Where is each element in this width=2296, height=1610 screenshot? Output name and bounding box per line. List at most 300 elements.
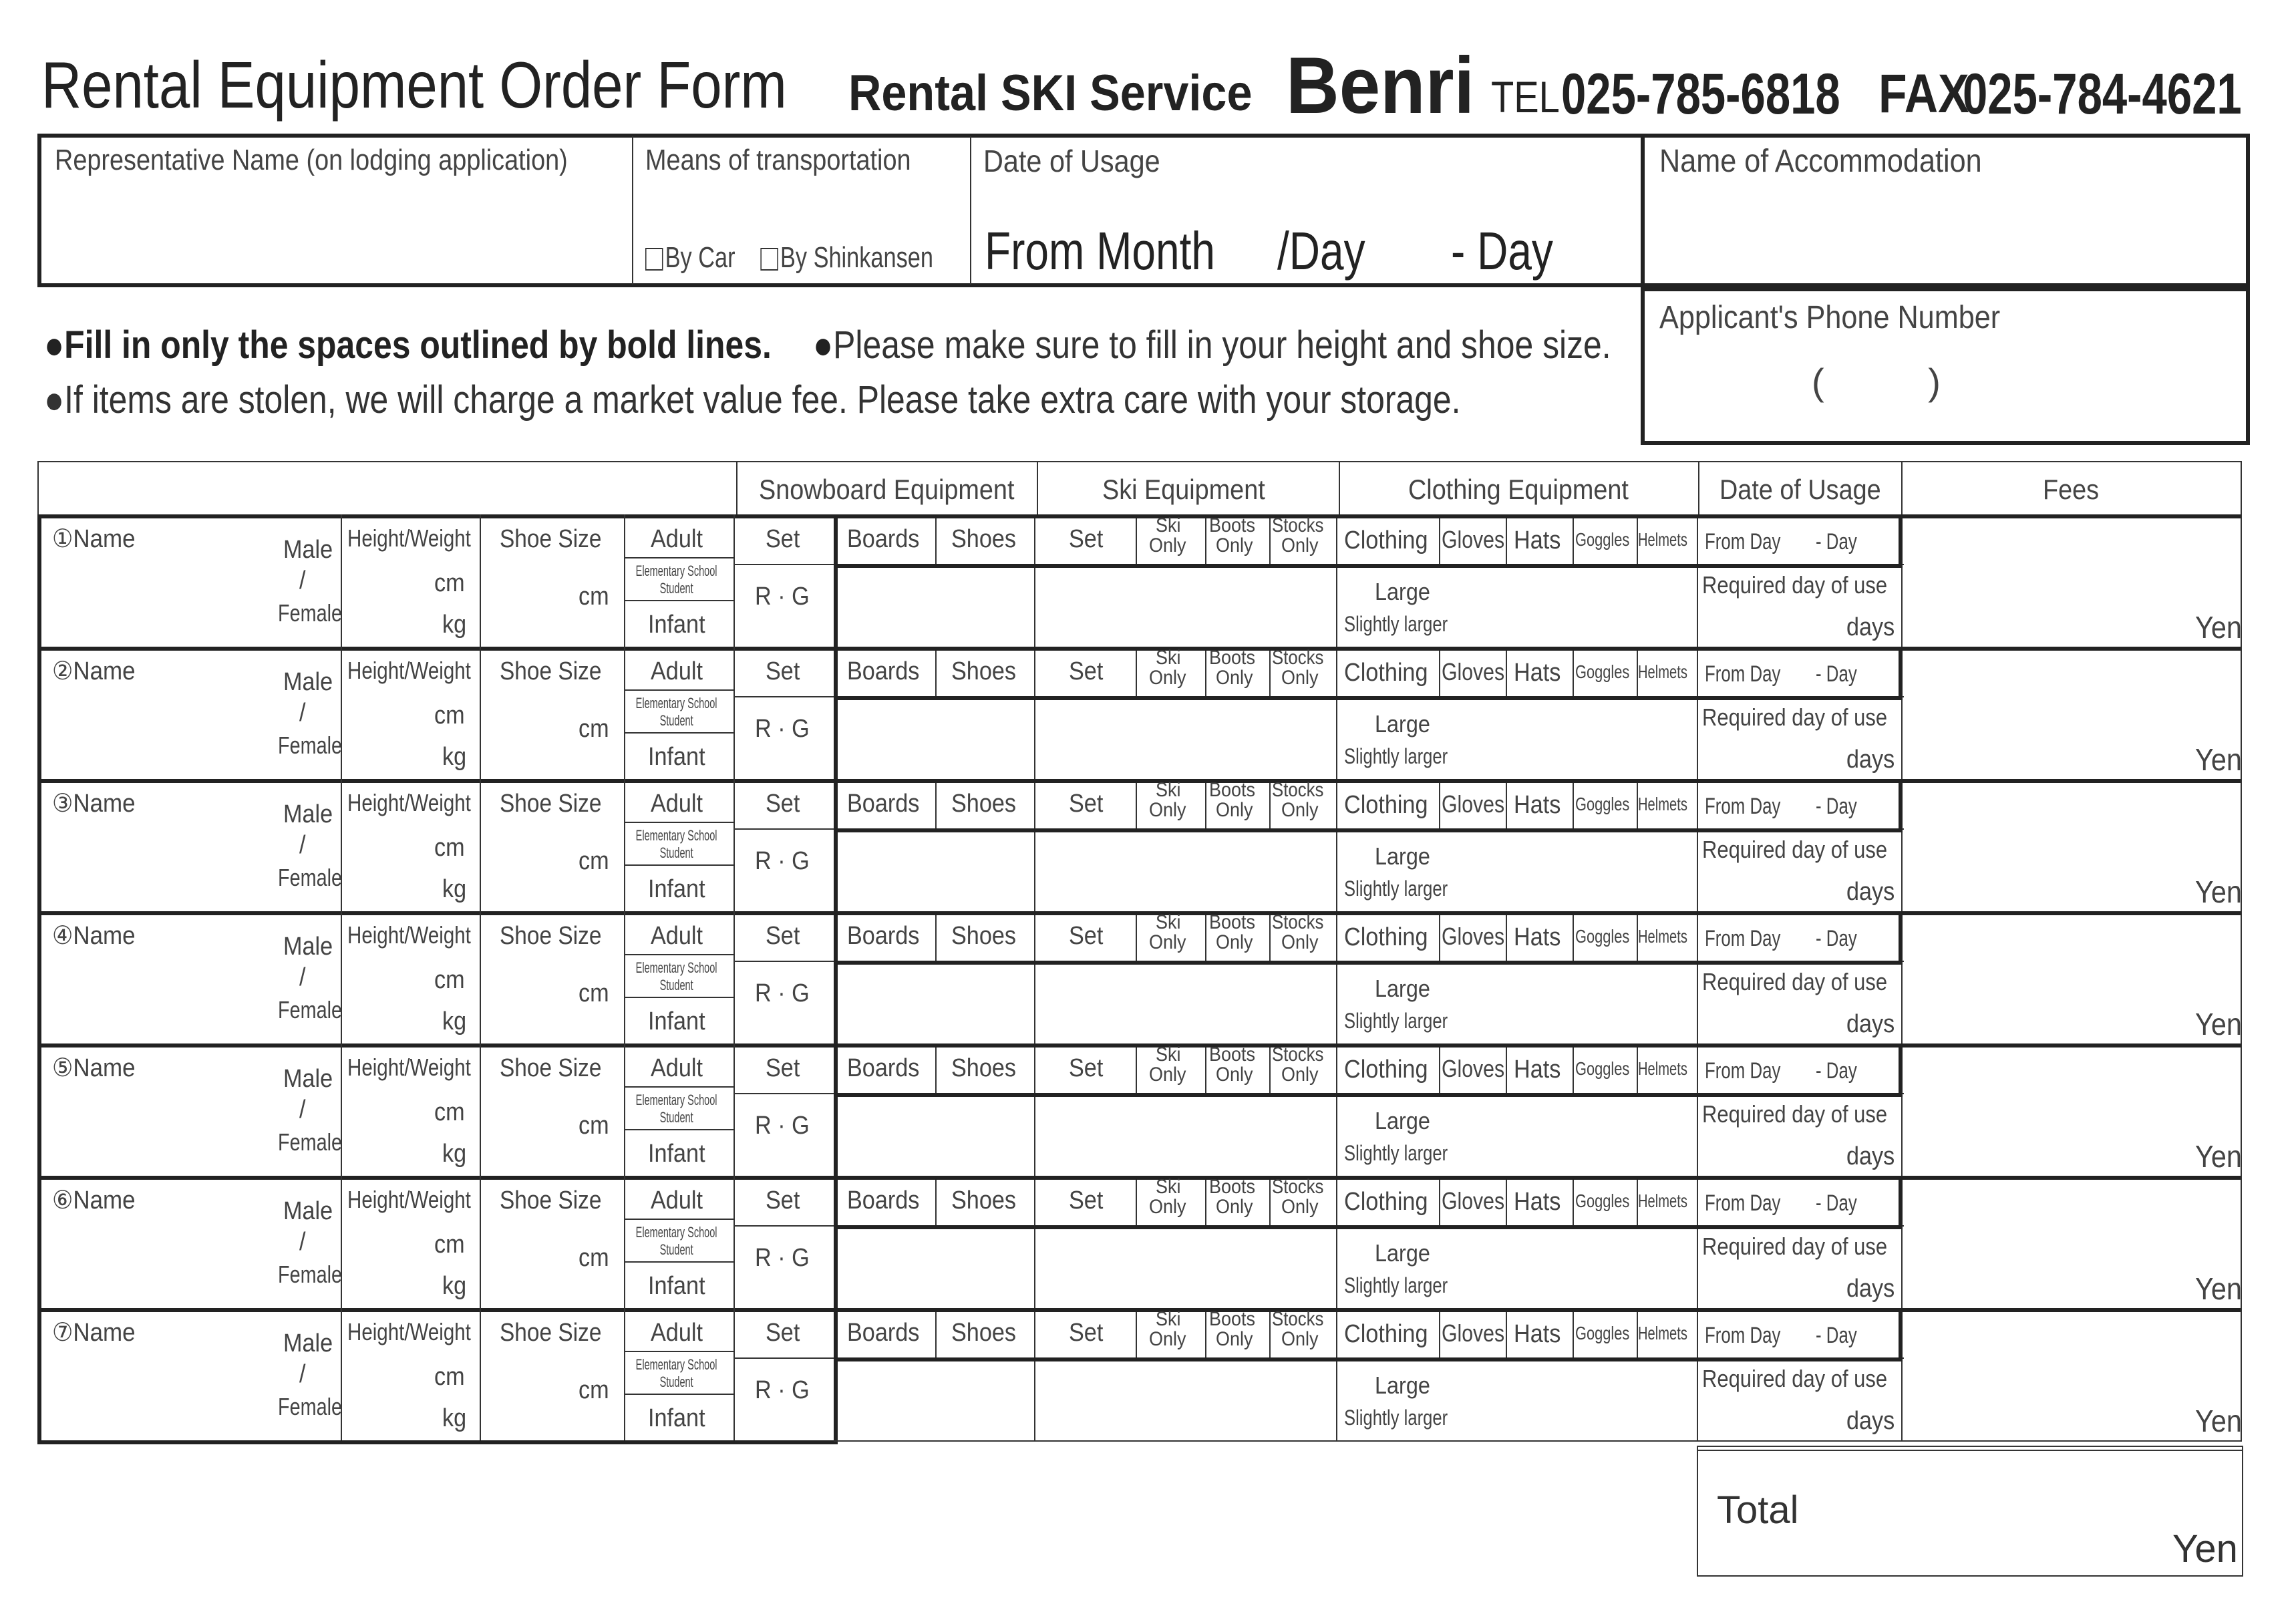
ski-only-label: Ski [1156,647,1181,669]
by-car-checkbox[interactable] [645,248,663,271]
stocks-only-label: Stocks [1272,779,1324,801]
weight-unit: kg [442,1140,467,1168]
stocks-only-label: Stocks [1272,514,1324,536]
fee-field[interactable] [1911,568,2191,641]
size-slightly-larger: Slightly larger [1344,1009,1448,1033]
shoe-size-unit: cm [579,1112,609,1140]
day-slash-label: /Day [1277,221,1365,281]
boots-only-label-2: Only [1216,667,1253,689]
regular-goofy: R · G [755,1112,810,1140]
snowboard-boards: Boards [847,657,920,685]
ski-only-label-2: Only [1149,1328,1186,1350]
required-days-label: Required day of use [1702,1365,1888,1392]
from-day-label: From Day [1705,1323,1781,1348]
weight-unit: kg [442,611,467,639]
name-field[interactable] [51,1084,278,1170]
male-option: Male [283,1197,333,1225]
snowboard-shoes: Shoes [951,1054,1016,1082]
name-label: ②Name [52,657,136,685]
accommodation-field[interactable] [1650,187,2238,281]
shoe-size-unit: cm [579,583,609,611]
bold-lines-note: Fill in only the spaces outlined by bold lines. [64,323,772,367]
infant-option: Infant [648,611,705,639]
by-car-label: By Car [665,241,735,274]
ski-set: Set [1069,1054,1104,1082]
elementary-option: Elementary School Student [635,695,717,729]
hats-option: Hats [1514,923,1561,951]
height-weight-field[interactable] [347,1352,428,1435]
female-option: Female [278,599,343,627]
hats-option: Hats [1514,659,1561,687]
ski-only-label: Ski [1156,1308,1181,1330]
total-amount-field[interactable] [1710,1456,2231,1570]
to-day-label: - Day [1816,1323,1857,1348]
ski-only-label: Ski [1156,514,1181,536]
gloves-option: Gloves [1442,1055,1505,1082]
helmets-option: Helmets [1638,794,1687,814]
name-field[interactable] [51,819,278,906]
gloves-option: Gloves [1442,1319,1505,1347]
transport-label: Means of transportation [645,144,911,176]
shoe-size-unit: cm [579,979,609,1007]
ski-set: Set [1069,1319,1104,1347]
boots-only-label: Boots [1209,1043,1256,1066]
female-option: Female [278,732,343,759]
snowboard-set: Set [766,657,800,685]
regular-goofy: R · G [755,1376,810,1404]
fax-number: 025-784-4621 [1963,62,2242,126]
male-option: Male [283,1065,333,1093]
to-day-label: - Day [1816,661,1857,687]
height-unit: cm [434,1363,465,1391]
boots-only-label: Boots [1209,779,1256,801]
shoe-size-unit: cm [579,1244,609,1272]
date-of-usage-label: Date of Usage [983,144,1160,178]
snowboard-boards: Boards [847,1054,920,1082]
ski-only-label-2: Only [1149,667,1186,689]
gloves-option: Gloves [1442,1187,1505,1215]
days-field[interactable] [1703,740,1837,774]
boots-only-label: Boots [1209,514,1256,536]
goggles-option: Goggles [1575,1323,1630,1343]
name-field[interactable] [51,951,278,1038]
size-large: Large [1375,578,1430,605]
adult-option: Adult [651,1186,703,1215]
phone-label: Applicant's Phone Number [1659,300,2001,335]
clothing-option: Clothing [1344,1188,1428,1216]
shoe-size-label: Shoe Size [500,657,602,685]
clothing-option: Clothing [1344,1056,1428,1084]
stocks-only-label: Stocks [1272,911,1324,933]
female-option: Female [278,1128,343,1156]
boots-only-label-2: Only [1216,1328,1253,1350]
gloves-option: Gloves [1442,790,1505,818]
total-label: Total [1717,1488,1799,1532]
days-field[interactable] [1703,872,1837,906]
gender-slash: / [299,1228,306,1256]
bullet-3: ● [44,378,65,422]
bullet-2: ● [812,323,834,367]
clothing-equipment-header: Clothing Equipment [1408,474,1629,505]
from-day-label: From Day [1705,1058,1781,1084]
weight-unit: kg [442,743,467,771]
helmets-option: Helmets [1638,1190,1687,1211]
snowboard-shoes: Shoes [951,790,1016,818]
required-days-label: Required day of use [1702,1233,1888,1260]
size-large: Large [1375,1107,1430,1134]
days-field[interactable] [1703,1005,1837,1038]
elementary-option: Elementary School Student [635,1356,717,1390]
stolen-items-note: If items are stolen, we will charge a market value fee. Please take extra care with your storage. [64,378,1461,422]
snowboard-shoes: Shoes [951,1186,1016,1215]
gender-slash: / [299,567,306,595]
from-day-label: From Day [1705,1190,1781,1216]
regular-goofy: R · G [755,847,810,875]
ski-only-label: Ski [1156,779,1181,801]
gloves-option: Gloves [1442,526,1505,553]
male-option: Male [283,933,333,961]
female-option: Female [278,864,343,891]
fee-yen: Yen [2195,1139,2242,1174]
snowboard-set: Set [766,1186,800,1215]
adult-option: Adult [651,922,703,950]
size-slightly-larger: Slightly larger [1344,744,1448,768]
hats-option: Hats [1514,1188,1561,1216]
gloves-option: Gloves [1442,658,1505,685]
adult-option: Adult [651,525,703,553]
height-weight-label: Height/Weight [347,1186,471,1213]
size-large: Large [1375,1239,1430,1267]
to-day-label: - Day [1816,1058,1857,1084]
fee-yen: Yen [2195,610,2242,645]
days-unit: days [1846,746,1895,774]
gender-slash: / [299,1360,306,1388]
height-unit: cm [434,966,465,994]
name-label: ⑤Name [52,1054,136,1082]
stocks-only-label: Stocks [1272,1043,1324,1066]
size-slightly-larger: Slightly larger [1344,1141,1448,1165]
snowboard-equipment-header: Snowboard Equipment [759,474,1015,505]
snowboard-shoes: Shoes [951,657,1016,685]
snowboard-set: Set [766,525,800,553]
helmets-option: Helmets [1638,1323,1687,1343]
size-large: Large [1375,1372,1430,1399]
company-prefix: Rental SKI Service [848,65,1253,122]
male-option: Male [283,536,333,564]
days-field[interactable] [1703,1269,1837,1303]
stocks-only-label-2: Only [1281,799,1319,821]
days-field[interactable] [1703,1402,1837,1435]
infant-option: Infant [648,743,705,771]
stocks-only-label-2: Only [1281,1328,1319,1350]
fee-field[interactable] [1911,1361,2191,1435]
days-unit: days [1846,1142,1895,1170]
gender-slash: / [299,831,306,859]
ski-only-label: Ski [1156,1176,1181,1198]
female-option: Female [278,1393,343,1420]
snowboard-shoes: Shoes [951,1319,1016,1347]
days-unit: days [1846,1407,1895,1435]
hats-option: Hats [1514,1056,1561,1084]
boots-only-label-2: Only [1216,534,1253,556]
helmets-option: Helmets [1638,1058,1687,1079]
days-unit: days [1846,1010,1895,1038]
height-unit: cm [434,701,465,730]
boots-only-label-2: Only [1216,931,1253,953]
form-title: Rental Equipment Order Form [41,48,787,122]
ski-only-label: Ski [1156,1043,1181,1066]
adult-option: Adult [651,790,703,818]
height-weight-label: Height/Weight [347,789,471,816]
boots-only-label: Boots [1209,1176,1256,1198]
infant-option: Infant [648,1272,705,1300]
goggles-option: Goggles [1575,529,1630,550]
regular-goofy: R · G [755,583,810,611]
snowboard-set: Set [766,1319,800,1347]
height-weight-field[interactable] [347,955,428,1038]
boots-only-label: Boots [1209,1308,1256,1330]
representative-name-label: Representative Name (on lodging application) [55,144,568,176]
ski-set: Set [1069,790,1104,818]
name-label: ①Name [52,525,136,553]
elementary-option: Elementary School Student [635,827,717,861]
to-day-label: - Day [1816,926,1857,951]
stocks-only-label-2: Only [1281,534,1319,556]
height-weight-field[interactable] [347,1088,428,1170]
male-option: Male [283,1329,333,1357]
shoe-size-unit: cm [579,715,609,743]
fee-field[interactable] [1911,965,2191,1038]
clothing-option: Clothing [1344,923,1428,951]
from-day-label: From Day [1705,661,1781,687]
height-shoe-note: Please make sure to fill in your height and shoe size. [833,323,1611,367]
shoe-size-field[interactable] [494,691,575,774]
ski-only-label: Ski [1156,911,1181,933]
shoe-size-label: Shoe Size [500,1054,602,1082]
fee-yen: Yen [2195,1271,2242,1306]
gender-slash: / [299,1096,306,1124]
adult-option: Adult [651,657,703,685]
phone-field[interactable] [1650,347,2238,434]
goggles-option: Goggles [1575,794,1630,814]
from-day-label: From Day [1705,926,1781,951]
goggles-option: Goggles [1575,661,1630,682]
size-slightly-larger: Slightly larger [1344,876,1448,901]
date-of-usage-field[interactable] [982,214,1623,281]
tel-label: TEL [1491,72,1560,122]
required-days-label: Required day of use [1702,968,1888,995]
shoe-size-label: Shoe Size [500,525,602,553]
height-unit: cm [434,569,465,597]
infant-option: Infant [648,875,705,903]
from-day-label: From Day [1705,794,1781,819]
elementary-option: Elementary School Student [635,1092,717,1126]
hats-option: Hats [1514,791,1561,819]
female-option: Female [278,1261,343,1288]
total-yen: Yen [2172,1527,2238,1571]
goggles-option: Goggles [1575,926,1630,947]
shoe-size-field[interactable] [494,1220,575,1303]
height-weight-label: Height/Weight [347,1318,471,1345]
infant-option: Infant [648,1404,705,1432]
goggles-option: Goggles [1575,1190,1630,1211]
snowboard-boards: Boards [847,1319,920,1347]
tel-number: 025-785-6818 [1561,62,1840,126]
phone-parens: ( ) [1812,361,1941,403]
infant-option: Infant [648,1140,705,1168]
adult-option: Adult [651,1054,703,1082]
boots-only-label-2: Only [1216,799,1253,821]
elementary-option: Elementary School Student [635,1224,717,1258]
elementary-option: Elementary School Student [635,562,717,597]
to-day-label: - Day [1816,794,1857,819]
clothing-option: Clothing [1344,791,1428,819]
ski-only-label-2: Only [1149,534,1186,556]
name-label: ④Name [52,922,136,950]
goggles-option: Goggles [1575,1058,1630,1079]
stocks-only-label-2: Only [1281,1196,1319,1218]
name-field[interactable] [51,687,278,774]
fee-yen: Yen [2195,742,2242,777]
fee-yen: Yen [2195,1007,2242,1041]
days-unit: days [1846,1275,1895,1303]
clothing-option: Clothing [1344,526,1428,554]
fee-field[interactable] [1911,700,2191,774]
name-label: ③Name [52,790,136,818]
weight-unit: kg [442,1007,467,1035]
weight-unit: kg [442,875,467,903]
from-day-label: From Day [1705,529,1781,554]
ski-only-label-2: Only [1149,931,1186,953]
gender-slash: / [299,963,306,991]
name-label: ⑥Name [52,1186,136,1215]
shoe-size-label: Shoe Size [500,1319,602,1347]
fee-yen: Yen [2195,874,2242,909]
shoe-size-unit: cm [579,847,609,875]
size-slightly-larger: Slightly larger [1344,1273,1448,1297]
by-shinkansen-label: By Shinkansen [780,241,933,274]
stocks-only-label-2: Only [1281,1064,1319,1086]
regular-goofy: R · G [755,1244,810,1272]
size-large: Large [1375,710,1430,738]
bullet-1: ● [44,323,65,367]
fax-label: FAX [1878,63,1969,124]
company-name: Benri [1286,41,1475,130]
fee-field[interactable] [1911,1097,2191,1170]
ski-only-label-2: Only [1149,1196,1186,1218]
infant-option: Infant [648,1007,705,1035]
size-slightly-larger: Slightly larger [1344,612,1448,636]
boots-only-label-2: Only [1216,1064,1253,1086]
elementary-option: Elementary School Student [635,959,717,993]
shoe-size-label: Shoe Size [500,1186,602,1215]
representative-name-field[interactable] [47,187,621,281]
boots-only-label-2: Only [1216,1196,1253,1218]
shoe-size-field[interactable] [494,1088,575,1170]
shoe-size-field[interactable] [494,1352,575,1435]
snowboard-shoes: Shoes [951,922,1016,950]
snowboard-boards: Boards [847,922,920,950]
shoe-size-label: Shoe Size [500,790,602,818]
fee-field[interactable] [1911,832,2191,906]
height-unit: cm [434,1098,465,1126]
stocks-only-label: Stocks [1272,647,1324,669]
ski-only-label-2: Only [1149,1064,1186,1086]
helmets-option: Helmets [1638,661,1687,682]
size-slightly-larger: Slightly larger [1344,1406,1448,1430]
by-shinkansen-checkbox[interactable] [760,248,778,271]
hats-option: Hats [1514,1320,1561,1348]
days-field[interactable] [1703,1137,1837,1170]
name-field[interactable] [51,554,278,641]
from-month-label: From Month [985,221,1215,281]
ski-equipment-header: Ski Equipment [1102,474,1265,505]
days-field[interactable] [1703,608,1837,641]
hats-option: Hats [1514,526,1561,554]
height-weight-field[interactable] [347,691,428,774]
snowboard-boards: Boards [847,525,920,553]
shoe-size-field[interactable] [494,823,575,906]
fees-header: Fees [2043,474,2100,505]
stocks-only-label-2: Only [1281,667,1319,689]
days-unit: days [1846,613,1895,641]
height-weight-field[interactable] [347,558,428,641]
date-of-usage-header: Date of Usage [1719,474,1881,505]
snowboard-boards: Boards [847,790,920,818]
helmets-option: Helmets [1638,529,1687,550]
height-weight-label: Height/Weight [347,921,471,949]
snowboard-set: Set [766,1054,800,1082]
fee-field[interactable] [1911,1229,2191,1303]
height-weight-field[interactable] [347,1220,428,1303]
shoe-size-field[interactable] [494,558,575,641]
name-label: ⑦Name [52,1319,136,1347]
helmets-option: Helmets [1638,926,1687,947]
snowboard-set: Set [766,922,800,950]
ski-set: Set [1069,657,1104,685]
name-field[interactable] [51,1216,278,1303]
name-field[interactable] [51,1348,278,1435]
ski-set: Set [1069,525,1104,553]
boots-only-label: Boots [1209,647,1256,669]
ski-set: Set [1069,922,1104,950]
height-weight-label: Height/Weight [347,657,471,684]
shoe-size-label: Shoe Size [500,922,602,950]
required-days-label: Required day of use [1702,571,1888,599]
clothing-option: Clothing [1344,1320,1428,1348]
snowboard-boards: Boards [847,1186,920,1215]
dash-day-label: - Day [1451,221,1553,281]
stocks-only-label-2: Only [1281,931,1319,953]
weight-unit: kg [442,1272,467,1300]
days-unit: days [1846,878,1895,906]
snowboard-set: Set [766,790,800,818]
male-option: Male [283,668,333,696]
required-days-label: Required day of use [1702,703,1888,731]
snowboard-shoes: Shoes [951,525,1016,553]
fee-yen: Yen [2195,1404,2242,1438]
shoe-size-unit: cm [579,1376,609,1404]
height-unit: cm [434,1231,465,1259]
size-large: Large [1375,842,1430,870]
shoe-size-field[interactable] [494,955,575,1038]
height-weight-field[interactable] [347,823,428,906]
to-day-label: - Day [1816,1190,1857,1216]
male-option: Male [283,800,333,828]
size-large: Large [1375,975,1430,1002]
stocks-only-label: Stocks [1272,1308,1324,1330]
regular-goofy: R · G [755,979,810,1007]
